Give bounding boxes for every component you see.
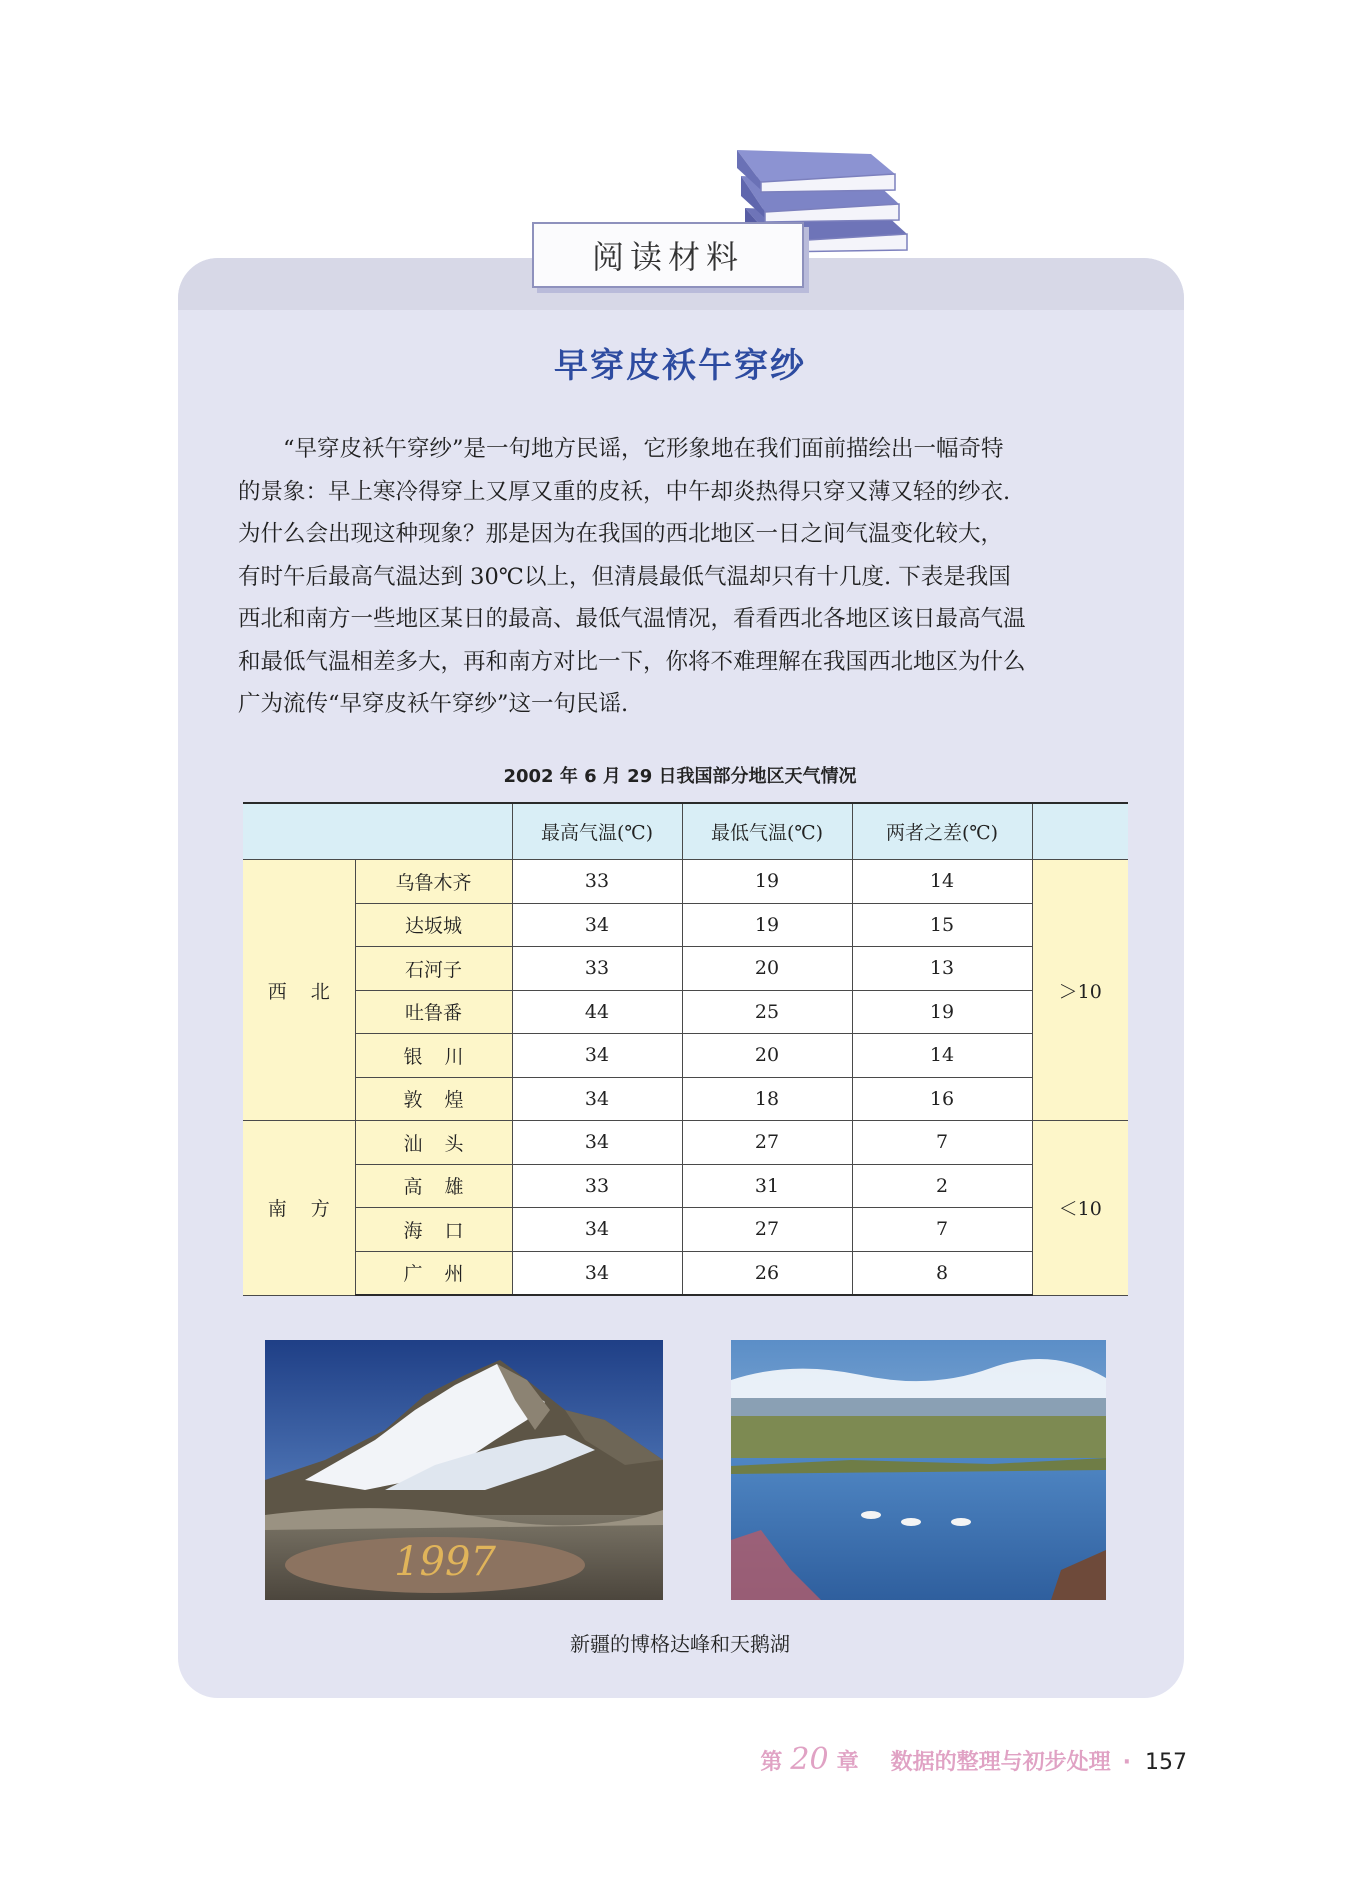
city-label: 银川 (403, 1045, 486, 1068)
paragraph-line: “早穿皮袄午穿纱”是一句地方民谣，它形象地在我们面前描绘出一幅奇特 (283, 436, 1004, 462)
min-temp-cell: 25 (682, 990, 852, 1034)
min-temp-cell: 19 (682, 860, 852, 904)
table-row (243, 947, 1128, 991)
region-label: 南方 (267, 1198, 354, 1221)
diff-cell: 14 (852, 860, 1032, 904)
city-cell (355, 1034, 512, 1078)
table-row (243, 1077, 1128, 1121)
diff-cell: 15 (852, 903, 1032, 947)
min-temp-cell: 27 (682, 1121, 852, 1165)
min-temp-cell: 19 (682, 903, 852, 947)
region-label: 西北 (267, 980, 354, 1003)
paragraph-line: 为什么会出现这种现象？那是因为在我国的西北地区一日之间气温变化较大， (238, 521, 1004, 547)
max-temp-cell: 33 (512, 860, 682, 904)
table-row (243, 1208, 1128, 1252)
header-empty-cell (243, 803, 512, 860)
city-cell: 乌鲁木齐 (355, 860, 512, 904)
table-row (243, 1251, 1128, 1295)
city-label: 高雄 (403, 1176, 486, 1199)
max-temp-cell: 34 (512, 1077, 682, 1121)
diff-cell: 19 (852, 990, 1032, 1034)
min-temp-cell: 27 (682, 1208, 852, 1252)
region-cell (243, 1121, 355, 1296)
article-title: 早穿皮袄午穿纱 (554, 346, 806, 386)
city-label: 广州 (403, 1263, 486, 1286)
city-cell: 达坂城 (355, 903, 512, 947)
photo-caption: 新疆的博格达峰和天鹅湖 (570, 1632, 790, 1656)
paragraph-line: 和最低气温相差多大，再和南方对比一下，你将不难理解在我国西北地区为什么 (238, 648, 1026, 675)
city-label: 汕头 (403, 1132, 486, 1155)
chapter-prefix: 第 (760, 1750, 783, 1775)
city-cell (355, 1208, 512, 1252)
max-temp-cell: 34 (512, 903, 682, 947)
header-max-temp: 最高气温(℃) (512, 803, 682, 860)
chapter-number: 20 (790, 1742, 829, 1777)
header-diff: 两者之差(℃) (852, 803, 1032, 860)
max-temp-cell: 34 (512, 1208, 682, 1252)
max-temp-cell: 34 (512, 1121, 682, 1165)
table-row (243, 990, 1128, 1034)
city-label: 敦煌 (403, 1089, 486, 1112)
diff-cell: 16 (852, 1077, 1032, 1121)
diff-cell: 2 (852, 1164, 1032, 1208)
table-row (243, 903, 1128, 947)
city-cell (355, 1121, 512, 1165)
swan-lake-photo (731, 1340, 1106, 1600)
bogda-peak-photo (265, 1340, 663, 1600)
diff-cell: 8 (852, 1251, 1032, 1295)
table-row (243, 1164, 1128, 1208)
max-temp-cell: 34 (512, 1034, 682, 1078)
footer-dot: · (1122, 1750, 1131, 1775)
diff-cell: 7 (852, 1208, 1032, 1252)
paragraph-line: 广为流传“早穿皮袄午穿纱”这一句民谣. (238, 691, 629, 717)
header-summary (1032, 803, 1128, 860)
min-temp-cell: 20 (682, 1034, 852, 1078)
weather-table (243, 802, 1128, 1296)
table-row (243, 860, 1128, 904)
table-header-row (243, 803, 1128, 860)
min-temp-cell: 18 (682, 1077, 852, 1121)
city-cell: 吐鲁番 (355, 990, 512, 1034)
paragraph-line: 有时午后最高气温达到 30℃以上，但清晨最低气温却只有十几度. 下表是我国 (238, 563, 1011, 590)
rock-text: 1997 (394, 1539, 496, 1585)
table-row (243, 1034, 1128, 1078)
table-row (243, 1121, 1128, 1165)
city-label: 海口 (403, 1219, 486, 1242)
table-caption: 2002 年 6 月 29 日我国部分地区天气情况 (503, 766, 857, 787)
min-temp-cell: 20 (682, 947, 852, 991)
summary-cell: ＞10 (1032, 860, 1128, 1121)
paragraph-line: 的景象：早上寒冷得穿上又厚又重的皮袄，中午却炎热得只穿又薄又轻的纱衣. (238, 478, 1011, 505)
chapter-suffix: 章 (836, 1750, 859, 1775)
page-number: 157 (1145, 1750, 1187, 1775)
min-temp-cell: 31 (682, 1164, 852, 1208)
paragraph-line: 西北和南方一些地区某日的最高、最低气温情况，看看西北各地区该日最高气温 (238, 606, 1026, 632)
region-cell (243, 860, 355, 1121)
min-temp-cell: 26 (682, 1251, 852, 1295)
city-cell: 石河子 (355, 947, 512, 991)
diff-cell: 13 (852, 947, 1032, 991)
reading-material-label: 阅读材料 (532, 222, 804, 288)
city-cell (355, 1164, 512, 1208)
max-temp-cell: 44 (512, 990, 682, 1034)
summary-cell: ＜10 (1032, 1121, 1128, 1296)
city-cell (355, 1251, 512, 1295)
chapter-title: 数据的整理与初步处理 (890, 1750, 1111, 1775)
diff-cell: 14 (852, 1034, 1032, 1078)
page-footer (760, 1742, 1187, 1777)
article-paragraph (238, 428, 1138, 726)
diff-cell: 7 (852, 1121, 1032, 1165)
max-temp-cell: 34 (512, 1251, 682, 1295)
max-temp-cell: 33 (512, 1164, 682, 1208)
max-temp-cell: 33 (512, 947, 682, 991)
header-min-temp: 最低气温(℃) (682, 803, 852, 860)
city-cell (355, 1077, 512, 1121)
